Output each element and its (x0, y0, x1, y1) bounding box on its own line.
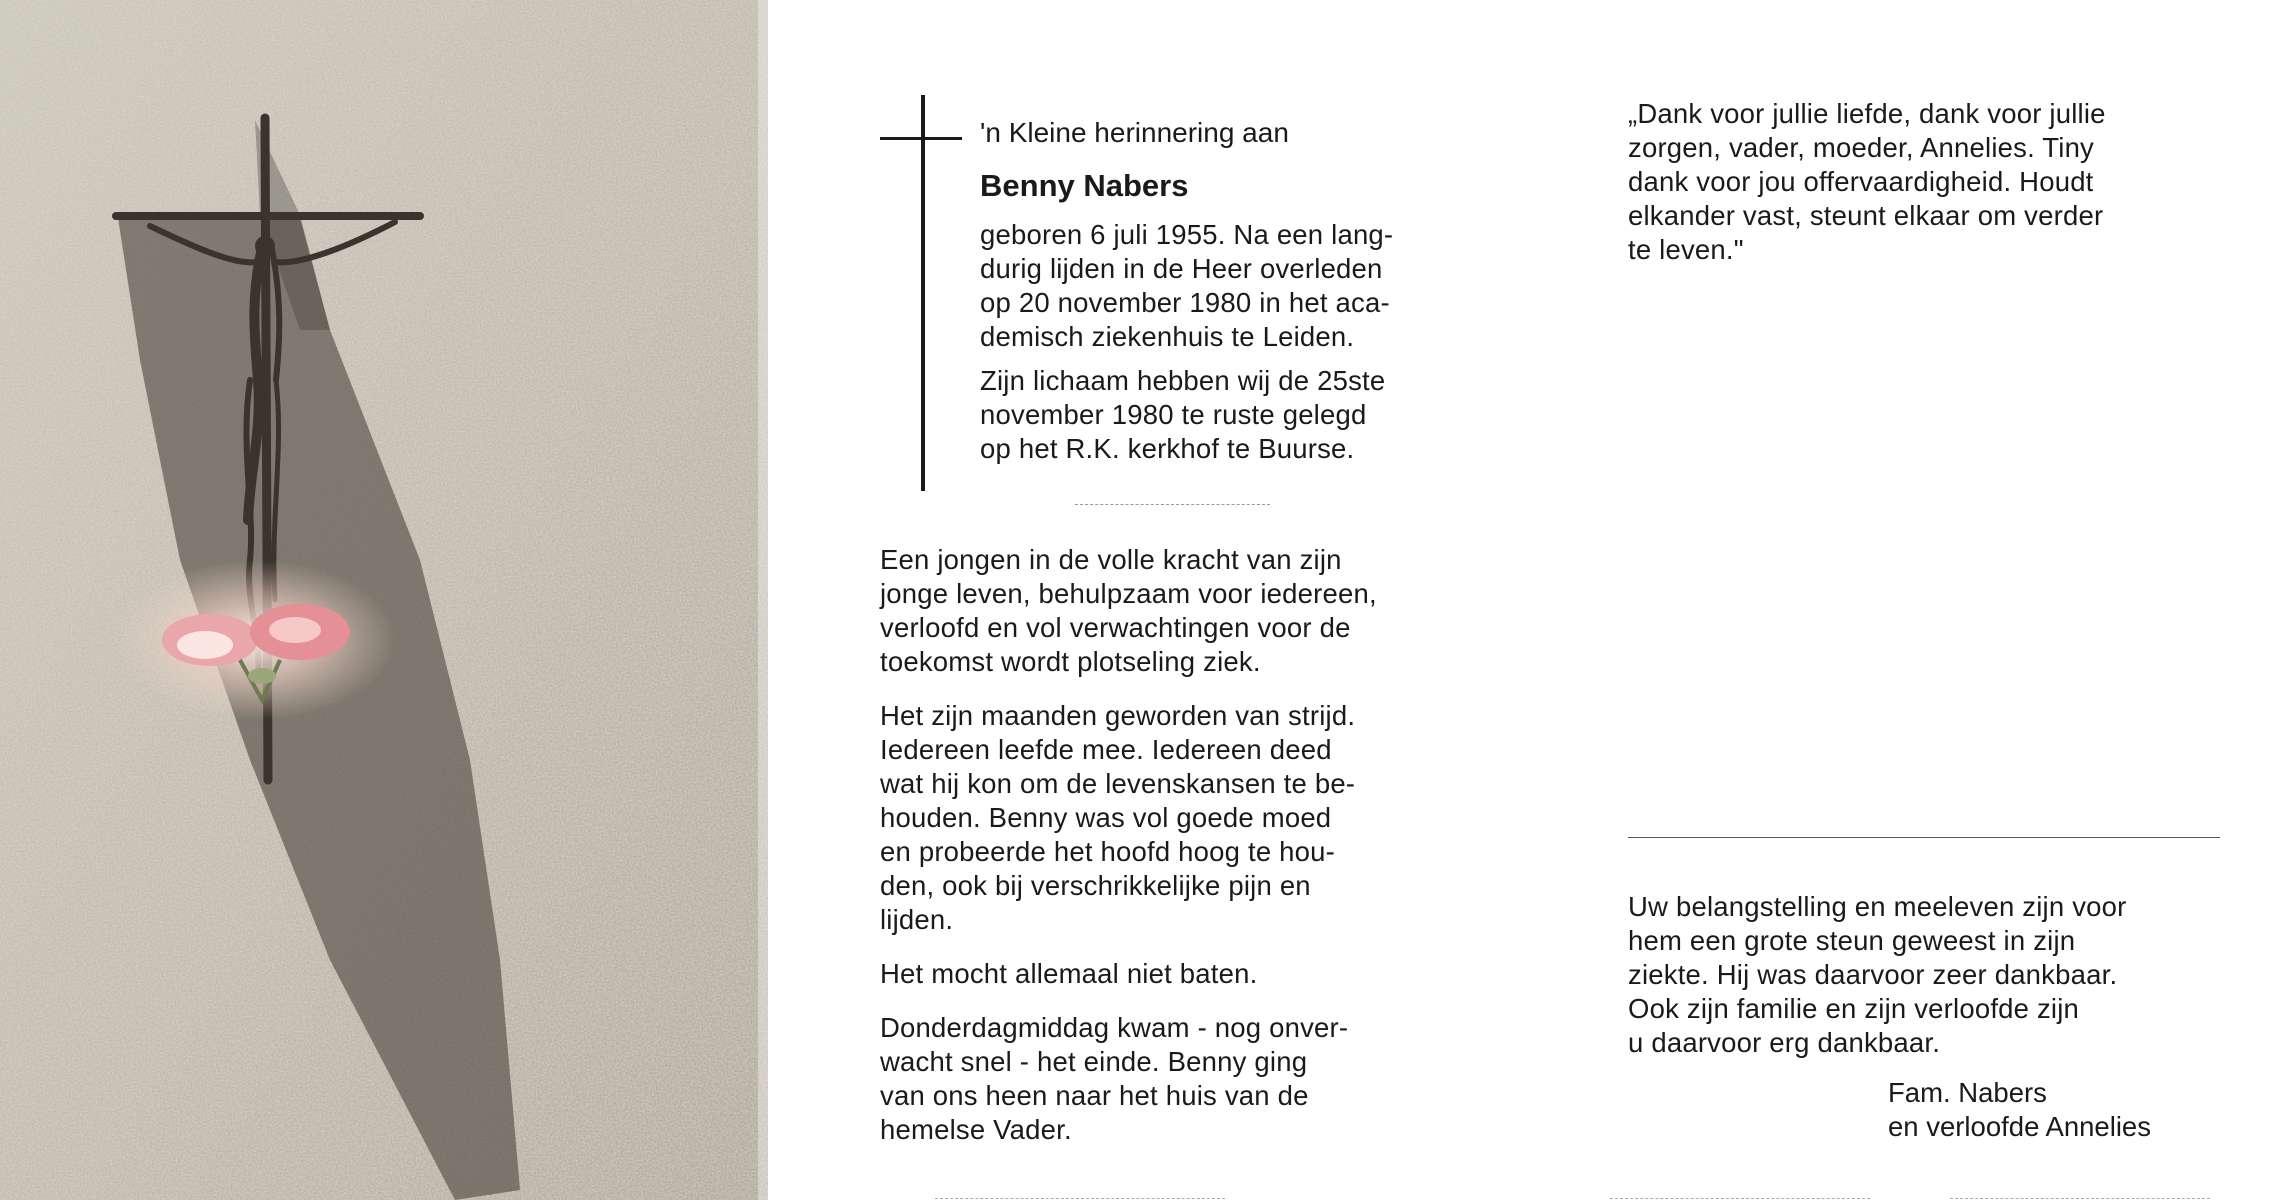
signature (1888, 1076, 2151, 1144)
signature-line-2: en verloofde Annelies (1888, 1111, 2151, 1142)
gratitude-note (1628, 890, 2220, 1060)
biography (980, 218, 1470, 466)
bottom-dash-left (935, 1198, 1225, 1199)
divider-long (1628, 837, 2220, 838)
story-paragraph-4: Donderdagmiddag kwam - nog onver- wacht snel - het einde. Benny ging van ons heen naar het huis van de hemelse Vader. (880, 1012, 1349, 1145)
intro-line: 'n Kleine herinnering aan (980, 117, 1289, 148)
story-paragraph-2: Het zijn maanden geworden van strijd. Iedereen leefde mee. Iedereen deed wat hij kon om de levenskansen te be- houden. Benny was vol goede moed en probeerde het hoofd hoog te hou- den, ook bij verschrikkelijke pijn en lijden. (880, 700, 1356, 935)
thanks-quote (1628, 97, 2220, 267)
deceased-name: Benny Nabers (980, 168, 1189, 203)
story (880, 543, 1470, 1147)
divider-short (1075, 504, 1270, 505)
bottom-dash-middle (1610, 1198, 1870, 1199)
story-paragraph-1: Een jongen in de volle kracht van zijn jonge leven, behulpzaam voor iedereen, verloofd en vol verwachtingen voor de toekomst wordt plotseling ziek. (880, 544, 1377, 677)
bottom-dash-right (1950, 1198, 2210, 1199)
bio-paragraph-1: geboren 6 juli 1955. Na een lang- durig lijden in de Heer overleden op 20 november 1980 in het aca- demisch ziekenhuis te Leiden. (980, 219, 1394, 352)
bio-paragraph-2: Zijn lichaam hebben wij de 25ste november 1980 te ruste gelegd op het R.K. kerkhof te Buurse. (980, 365, 1386, 464)
crucifix-photo (0, 0, 768, 1200)
signature-line-1: Fam. Nabers (1888, 1077, 2047, 1108)
story-paragraph-3: Het mocht allemaal niet baten. (880, 958, 1258, 989)
thanks-paragraph: „Dank voor jullie liefde, dank voor jullie zorgen, vader, moeder, Annelies. Tiny dank voor jou offervaardigheid. Houdt elkander vast, steunt elkaar om verder te leven." (1628, 98, 2106, 265)
cross-mark-icon (921, 95, 925, 491)
cross-mark-crossbar (880, 137, 962, 140)
gratitude-paragraph: Uw belangstelling en meeleven zijn voor hem een grote steun geweest in zijn ziekte. Hij was daarvoor zeer dankbaar. Ook zijn familie en zijn verloofde zijn u daarvoor erg dankbaar. (1628, 891, 2127, 1058)
